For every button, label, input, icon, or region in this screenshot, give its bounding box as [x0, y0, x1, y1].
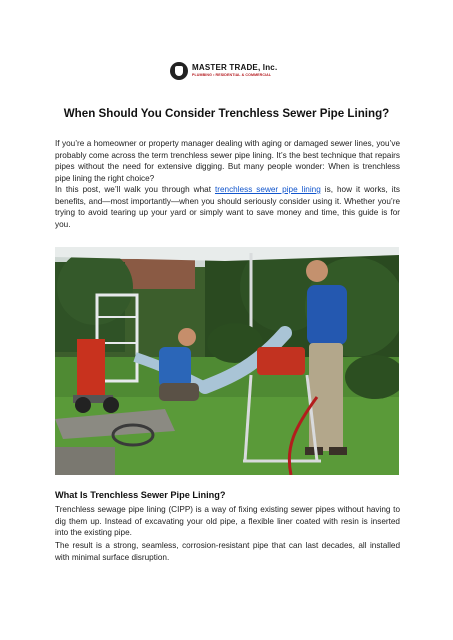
section-paragraph-1: Trenchless sewage pipe lining (CIPP) is a way of fixing existing sewer pipes without having to dig them up. Instead of excavating your old pipe, a flexible liner coated with resin is inserted into the existing pipe.: [55, 505, 400, 537]
intro-text-after-link: is, how it works, its benefits, and—most importantly—when you should seriously consider using it. Whether you’re trying to avoid tearing up your yard or simply want to save money and time, this guide is for you.: [55, 185, 400, 229]
hero-photo-illustration: [55, 247, 399, 475]
page-title: When Should You Consider Trenchless Sewer Pipe Lining?: [63, 107, 390, 120]
logo-text: [192, 64, 277, 78]
intro-text-before-link: In this post, we’ll walk you through what: [55, 185, 215, 194]
intro-paragraph-1: If you’re a homeowner or property manager dealing with aging or damaged sewer lines, you’ve probably come across the term trenchless sewer pipe lining. It’s the best technique that repairs pipes without the need for extensive digging. But many people wonder: When is trenchless pipe lining the right choice?: [55, 139, 400, 183]
intro-paragraph-2: [55, 184, 400, 230]
logo-mark-icon: [170, 62, 188, 80]
hero-photo: [55, 247, 399, 475]
trenchless-lining-link[interactable]: trenchless sewer pipe lining: [214, 185, 321, 194]
logo-tagline: PLUMBING • RESIDENTIAL & COMMERCIAL: [192, 73, 272, 78]
section-paragraph-2: The result is a strong, seamless, corrosion-resistant pipe that can last decades, all installed with minimal surface disruption.: [55, 541, 400, 562]
section-heading: What Is Trenchless Sewer Pipe Lining?: [55, 490, 226, 500]
company-logo: [170, 60, 280, 82]
logo-name: MASTER TRADE, Inc.: [192, 63, 278, 73]
